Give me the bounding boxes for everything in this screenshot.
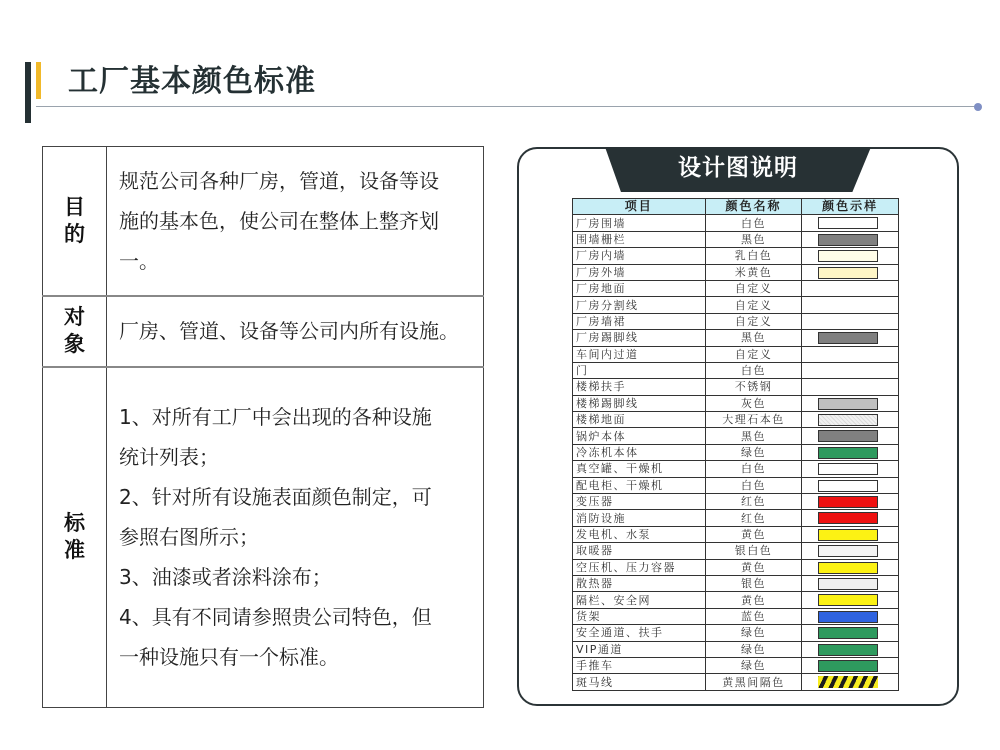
color-swatch — [818, 562, 878, 574]
row-item: 锅炉本体 — [573, 428, 706, 444]
row-color-sample — [802, 657, 899, 673]
row-color-name: 不锈钢 — [705, 379, 802, 395]
color-table-row — [573, 346, 899, 362]
color-table-row — [573, 592, 899, 608]
color-swatch — [818, 660, 878, 672]
row-item: 空压机、压力容器 — [573, 559, 706, 575]
row-item: 发电机、水泵 — [573, 526, 706, 542]
color-swatch — [818, 644, 878, 656]
color-table-row — [573, 215, 899, 231]
standard-label: 标 准 — [43, 367, 107, 708]
row-item: VIP通道 — [573, 641, 706, 657]
color-table-row — [573, 264, 899, 280]
row-color-name: 绿色 — [705, 641, 802, 657]
row-color-sample — [802, 526, 899, 542]
standard-row — [43, 367, 484, 708]
color-swatch — [818, 463, 878, 475]
row-color-name: 银白色 — [705, 543, 802, 559]
color-table-row — [573, 608, 899, 624]
page-title: 工厂基本颜色标准 — [68, 64, 316, 99]
color-table-row — [573, 362, 899, 378]
row-color-sample — [802, 592, 899, 608]
row-color-name: 白色 — [705, 461, 802, 477]
row-item: 厂房踢脚线 — [573, 330, 706, 346]
row-color-name: 绿色 — [705, 657, 802, 673]
row-item: 厂房分割线 — [573, 297, 706, 313]
title-accent-yellow-bar — [36, 62, 41, 99]
color-table-row — [573, 477, 899, 493]
header-item: 项目 — [573, 199, 706, 215]
row-item: 围墙栅栏 — [573, 231, 706, 247]
color-table-row — [573, 379, 899, 395]
row-color-sample — [802, 330, 899, 346]
scope-content: 厂房、管道、设备等公司内所有设施。 — [107, 296, 484, 367]
row-item: 厂房围墙 — [573, 215, 706, 231]
row-item: 变压器 — [573, 494, 706, 510]
color-table-row — [573, 674, 899, 690]
row-color-name: 红色 — [705, 494, 802, 510]
standard-content: 1、对所有工厂中会出现的各种设施 统计列表； 2、针对所有设施表面颜色制定，可 参照右图所示； 3、油漆或者涂料涂布； 4、具有不同请参照贵公司特色，但 一种设施只有一个标准。 — [107, 367, 484, 708]
row-color-sample — [802, 608, 899, 624]
row-item: 消防设施 — [573, 510, 706, 526]
row-color-sample — [802, 494, 899, 510]
row-color-sample — [802, 379, 899, 395]
row-item: 门 — [573, 362, 706, 378]
row-color-name: 白色 — [705, 215, 802, 231]
color-swatch — [818, 545, 878, 557]
row-color-sample — [802, 280, 899, 296]
color-swatch — [818, 529, 878, 541]
scope-row — [43, 296, 484, 367]
row-color-name: 黑色 — [705, 231, 802, 247]
color-swatch — [818, 594, 878, 606]
color-swatch — [818, 611, 878, 623]
row-color-sample — [802, 641, 899, 657]
row-color-sample — [802, 231, 899, 247]
row-color-name: 红色 — [705, 510, 802, 526]
row-item: 厂房墙裙 — [573, 313, 706, 329]
row-color-sample — [802, 575, 899, 591]
row-color-name: 大理石本色 — [705, 412, 802, 428]
row-color-sample — [802, 346, 899, 362]
row-color-sample — [802, 215, 899, 231]
color-swatch — [818, 447, 878, 459]
color-table-body — [573, 215, 899, 690]
row-color-sample — [802, 559, 899, 575]
color-table-row — [573, 526, 899, 542]
row-color-name: 自定义 — [705, 313, 802, 329]
row-item: 斑马线 — [573, 674, 706, 690]
row-color-name: 银色 — [705, 575, 802, 591]
color-table-row — [573, 625, 899, 641]
row-color-sample — [802, 674, 899, 690]
row-color-name: 绿色 — [705, 444, 802, 460]
color-swatch — [818, 480, 878, 492]
row-color-name: 白色 — [705, 477, 802, 493]
row-color-sample — [802, 428, 899, 444]
row-item: 货架 — [573, 608, 706, 624]
row-color-sample — [802, 264, 899, 280]
row-item: 安全通道、扶手 — [573, 625, 706, 641]
color-swatch — [818, 627, 878, 639]
color-swatch — [818, 496, 878, 508]
row-color-name: 乳白色 — [705, 248, 802, 264]
purpose-content: 规范公司各种厂房，管道，设备等设 施的基本色，使公司在整体上整齐划 一。 — [107, 147, 484, 296]
row-item: 车间内过道 — [573, 346, 706, 362]
color-swatch — [818, 578, 878, 590]
color-table-row — [573, 461, 899, 477]
color-table-row — [573, 412, 899, 428]
row-color-name: 自定义 — [705, 280, 802, 296]
design-diagram-title: 设计图说明 — [678, 155, 798, 181]
header-color-name: 颜色名称 — [705, 199, 802, 215]
row-color-sample — [802, 625, 899, 641]
color-swatch — [818, 234, 878, 246]
color-table-row — [573, 559, 899, 575]
title-divider — [36, 106, 976, 107]
row-item: 冷冻机本体 — [573, 444, 706, 460]
row-color-name: 绿色 — [705, 625, 802, 641]
color-table-row — [573, 313, 899, 329]
row-color-name: 自定义 — [705, 346, 802, 362]
row-color-name: 自定义 — [705, 297, 802, 313]
color-swatch — [818, 267, 878, 279]
color-swatch — [818, 250, 878, 262]
row-item: 手推车 — [573, 657, 706, 673]
row-color-sample — [802, 297, 899, 313]
color-swatch — [818, 217, 878, 229]
title-accent-dark-bar — [25, 62, 31, 123]
color-swatch — [818, 512, 878, 524]
row-item: 厂房内墙 — [573, 248, 706, 264]
color-table-row — [573, 330, 899, 346]
color-table-row — [573, 494, 899, 510]
scope-label: 对 象 — [43, 296, 107, 367]
row-color-sample — [802, 412, 899, 428]
row-color-name: 白色 — [705, 362, 802, 378]
row-item: 楼梯扶手 — [573, 379, 706, 395]
color-swatch — [818, 676, 878, 688]
row-color-sample — [802, 313, 899, 329]
color-table-row — [573, 657, 899, 673]
row-color-name: 黄黑间隔色 — [705, 674, 802, 690]
row-color-sample — [802, 510, 899, 526]
row-color-sample — [802, 477, 899, 493]
row-item: 楼梯踢脚线 — [573, 395, 706, 411]
row-color-sample — [802, 444, 899, 460]
color-table-row — [573, 543, 899, 559]
row-color-sample — [802, 395, 899, 411]
row-color-name: 黄色 — [705, 526, 802, 542]
row-color-name: 黑色 — [705, 330, 802, 346]
row-item: 真空罐、干燥机 — [573, 461, 706, 477]
row-color-sample — [802, 362, 899, 378]
color-swatch — [818, 398, 878, 410]
header-color-sample: 颜色示样 — [802, 199, 899, 215]
divider-end-dot-icon — [974, 103, 982, 111]
row-color-name: 灰色 — [705, 395, 802, 411]
row-color-name: 黄色 — [705, 559, 802, 575]
color-swatch — [818, 430, 878, 442]
color-table-row — [573, 575, 899, 591]
color-table-row — [573, 280, 899, 296]
color-table-row — [573, 297, 899, 313]
row-color-name: 黄色 — [705, 592, 802, 608]
color-table-row — [573, 510, 899, 526]
row-item: 厂房地面 — [573, 280, 706, 296]
color-standard-table — [572, 198, 899, 691]
standards-table — [42, 146, 484, 708]
row-color-sample — [802, 248, 899, 264]
color-swatch — [818, 332, 878, 344]
color-swatch — [818, 414, 878, 426]
purpose-row — [43, 147, 484, 296]
row-item: 取暖器 — [573, 543, 706, 559]
row-color-sample — [802, 543, 899, 559]
purpose-label: 目 的 — [43, 147, 107, 296]
row-color-sample — [802, 461, 899, 477]
color-table-row — [573, 444, 899, 460]
color-table-header — [573, 199, 899, 215]
color-table-row — [573, 248, 899, 264]
row-item: 隔栏、安全网 — [573, 592, 706, 608]
row-color-name: 蓝色 — [705, 608, 802, 624]
row-color-name: 黑色 — [705, 428, 802, 444]
row-item: 厂房外墙 — [573, 264, 706, 280]
color-table-row — [573, 231, 899, 247]
color-table-row — [573, 641, 899, 657]
row-item: 散热器 — [573, 575, 706, 591]
color-table-row — [573, 395, 899, 411]
color-table-row — [573, 428, 899, 444]
row-color-name: 米黄色 — [705, 264, 802, 280]
row-item: 配电柜、干燥机 — [573, 477, 706, 493]
row-item: 楼梯地面 — [573, 412, 706, 428]
